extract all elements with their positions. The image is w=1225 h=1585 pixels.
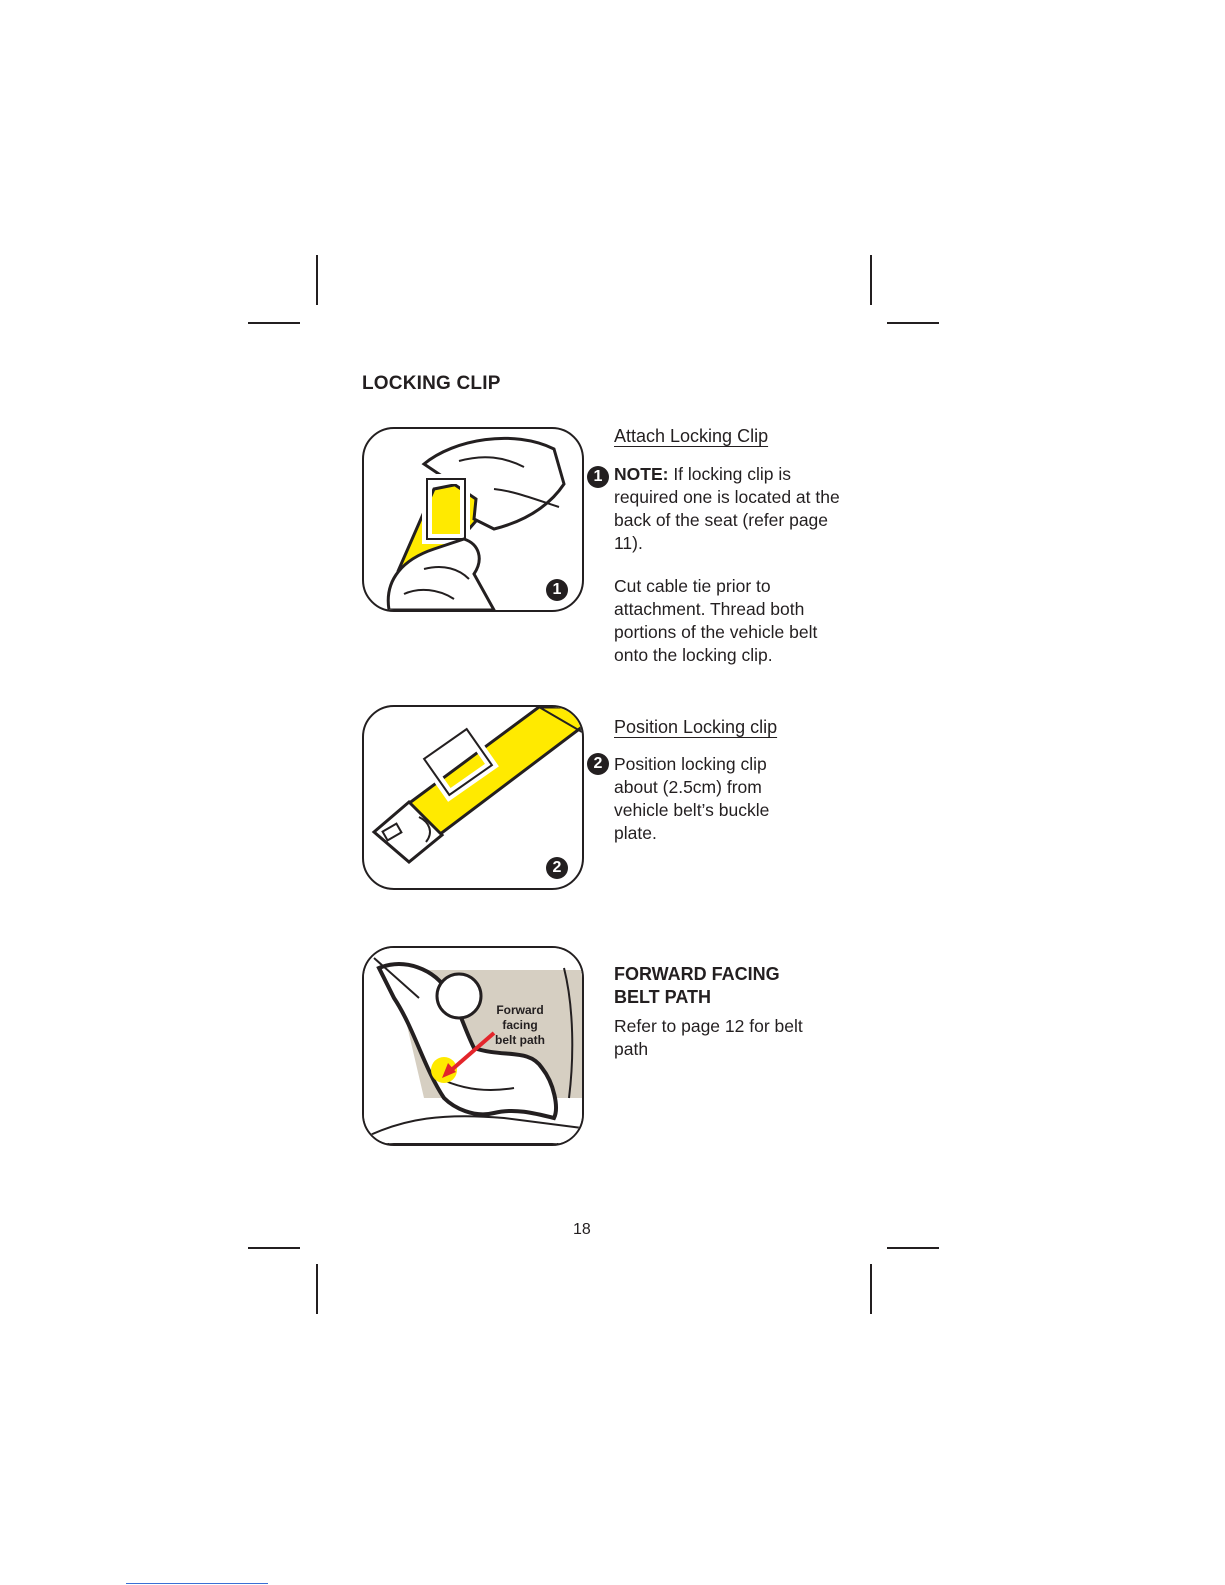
page-number: 18 [573,1221,591,1238]
crop-mark [887,1247,939,1249]
step-badge: 2 [587,753,609,775]
illustration-belt-path [362,946,584,1146]
page-title: LOCKING CLIP [362,373,501,394]
illustration-position-clip [362,705,584,890]
step1-note [614,463,854,555]
crop-mark [887,322,939,324]
step1-heading: Attach Locking Clip [614,426,769,446]
step2-text: Position locking clip about (2.5cm) from vehicle belt’s buckle plate. [614,754,770,843]
crop-mark [316,255,318,305]
step1-paragraph: Cut cable tie prior to attachment. Thread both portions of the vehicle belt onto the locking clip. [614,576,818,665]
crop-mark [316,1264,318,1314]
note-text: If locking clip is required one is located at the back of the seat (refer page 11). [614,464,840,553]
step2-heading: Position Locking clip [614,717,778,737]
callout-line-2: facing [502,1018,538,1032]
callout-line-3: belt path [495,1033,545,1047]
forward-facing-text: Refer to page 12 for belt path [614,1016,803,1059]
note-label: NOTE: [614,464,669,484]
underline-artifact [126,1583,268,1584]
crop-mark [248,1247,300,1249]
forward-facing-title: FORWARD FACING BELT PATH [614,964,780,1007]
crop-mark [248,322,300,324]
callout-line-1: Forward [496,1003,544,1017]
crop-mark [870,255,872,305]
step-badge: 1 [587,466,609,488]
step-badge: 2 [546,857,568,879]
step-badge: 1 [546,579,568,601]
crop-mark [870,1264,872,1314]
illustration-attach-clip [362,427,584,612]
